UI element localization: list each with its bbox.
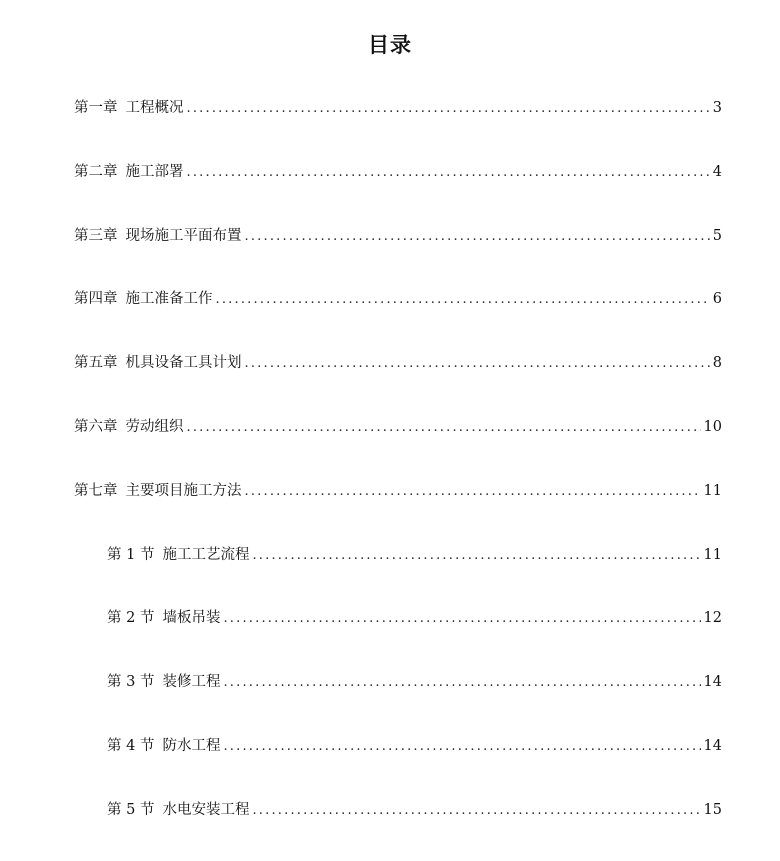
toc-entry-page-number: 3 xyxy=(712,100,722,116)
toc-entry-title: 施工准备工作 xyxy=(125,291,213,308)
toc-entry-chapter-5[interactable] xyxy=(0,350,780,414)
toc-entry-chapter-7[interactable] xyxy=(0,478,780,542)
toc-entry-label: 第二章 xyxy=(74,163,118,180)
toc-entry-page-number: 11 xyxy=(703,546,722,563)
toc-entry-section-1[interactable] xyxy=(0,542,780,606)
dot-leader xyxy=(223,606,700,632)
toc-entry-title: 施工工艺流程 xyxy=(162,546,250,563)
toc-entry-page-number: 5 xyxy=(712,227,722,244)
dot-leader xyxy=(245,224,710,250)
dot-leader xyxy=(216,287,710,313)
toc-entry-title: 现场施工平面布置 xyxy=(125,227,242,244)
dot-leader xyxy=(223,734,700,760)
toc-entry-chapter-3[interactable] xyxy=(0,223,780,287)
toc-entry-label: 第六章 xyxy=(74,418,118,435)
dot-leader xyxy=(187,160,710,186)
toc-entry-label: 第 4 节 xyxy=(107,737,155,754)
toc-entry-title: 装修工程 xyxy=(162,674,221,691)
toc-entry-title: 机具设备工具计划 xyxy=(125,355,242,372)
dot-leader xyxy=(187,415,701,441)
toc-entry-chapter-4[interactable] xyxy=(0,286,780,350)
dot-leader xyxy=(223,670,700,696)
toc-entry-title: 主要项目施工方法 xyxy=(125,482,242,499)
toc-entry-page-number: 12 xyxy=(703,610,722,627)
toc-entry-title: 工程概况 xyxy=(125,100,184,116)
toc-entry-label: 第 2 节 xyxy=(107,610,155,627)
toc-entry-label: 第七章 xyxy=(74,482,118,499)
dot-leader xyxy=(187,96,710,122)
toc-entry-page-number: 8 xyxy=(712,355,722,372)
dot-leader xyxy=(245,479,701,505)
toc-entry-page-number: 14 xyxy=(703,674,722,691)
toc-entry-label: 第四章 xyxy=(74,291,118,308)
toc-entry-page-number: 4 xyxy=(712,163,722,180)
toc-entry-title: 劳动组织 xyxy=(125,418,184,435)
toc-entry-chapter-6[interactable] xyxy=(0,414,780,478)
toc-entry-label: 第五章 xyxy=(74,355,118,372)
dot-leader xyxy=(252,798,700,824)
page-title: 目录 xyxy=(368,32,412,57)
toc-entry-page-number: 15 xyxy=(703,801,722,818)
toc-entry-label: 第 3 节 xyxy=(107,674,155,691)
toc-entry-page-number: 11 xyxy=(703,482,722,499)
toc-entry-title: 施工部署 xyxy=(125,163,184,180)
toc-entry-chapter-2[interactable] xyxy=(0,159,780,223)
toc-entry-page-number: 14 xyxy=(703,737,722,754)
toc-entry-chapter-1[interactable] xyxy=(0,95,780,159)
toc-entry-section-5[interactable] xyxy=(0,797,780,861)
toc-entry-page-number: 6 xyxy=(712,291,722,308)
toc-entry-page-number: 10 xyxy=(703,418,722,435)
dot-leader xyxy=(245,351,710,377)
table-of-contents xyxy=(0,95,780,861)
toc-entry-title: 防水工程 xyxy=(162,737,221,754)
toc-entry-section-3[interactable] xyxy=(0,669,780,733)
toc-entry-label: 第 5 节 xyxy=(107,801,155,818)
toc-entry-label: 第一章 xyxy=(74,100,118,116)
toc-entry-section-4[interactable] xyxy=(0,733,780,797)
toc-entry-title: 水电安装工程 xyxy=(162,801,250,818)
toc-entry-label: 第 1 节 xyxy=(107,546,155,563)
toc-entry-section-2[interactable] xyxy=(0,605,780,669)
toc-entry-title: 墙板吊装 xyxy=(162,610,221,627)
dot-leader xyxy=(252,543,700,569)
toc-entry-label: 第三章 xyxy=(74,227,118,244)
